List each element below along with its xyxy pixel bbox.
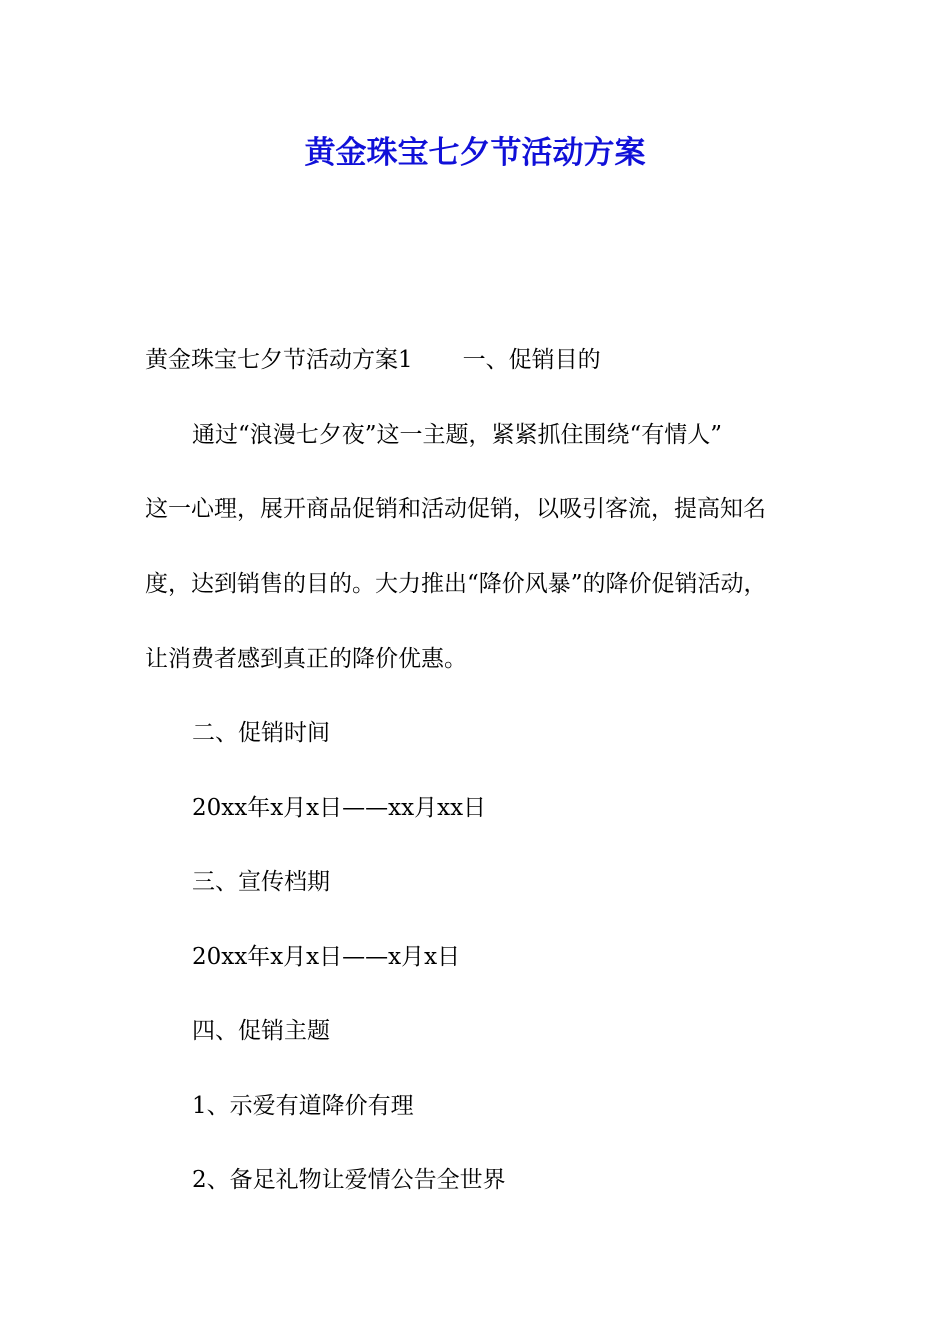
paragraph1-line-4: 让消费者感到真正的降价优惠。 bbox=[145, 646, 467, 672]
paragraph1-line-2: 这一心理，展开商品促销和活动促销，以吸引客流，提高知名 bbox=[145, 496, 766, 522]
section4-heading: 四、促销主题 bbox=[192, 1018, 330, 1044]
theme-item-1: 1、示爱有道降价有理 bbox=[192, 1093, 414, 1119]
intro-line bbox=[145, 345, 601, 375]
section2-heading: 二、促销时间 bbox=[192, 720, 330, 746]
section3-value: 20xx年x月x日——x月x日 bbox=[192, 944, 461, 970]
paragraph1-line-3: 度，达到销售的目的。大力推出“降价风暴”的降价促销活动， bbox=[145, 571, 767, 597]
document-title: 黄金珠宝七夕节活动方案 bbox=[304, 135, 646, 171]
theme-item-2: 2、备足礼物让爱情公告全世界 bbox=[192, 1167, 506, 1193]
section1-heading: 一、促销目的 bbox=[462, 347, 601, 373]
intro-heading: 黄金珠宝七夕节活动方案1 bbox=[145, 347, 413, 373]
section2-value: 20xx年x月x日——xx月xx日 bbox=[192, 795, 487, 821]
paragraph1-line-1: 通过“浪漫七夕夜”这一主题，紧紧抓住围绕“有情人” bbox=[192, 422, 723, 448]
section3-heading: 三、宣传档期 bbox=[192, 869, 330, 895]
